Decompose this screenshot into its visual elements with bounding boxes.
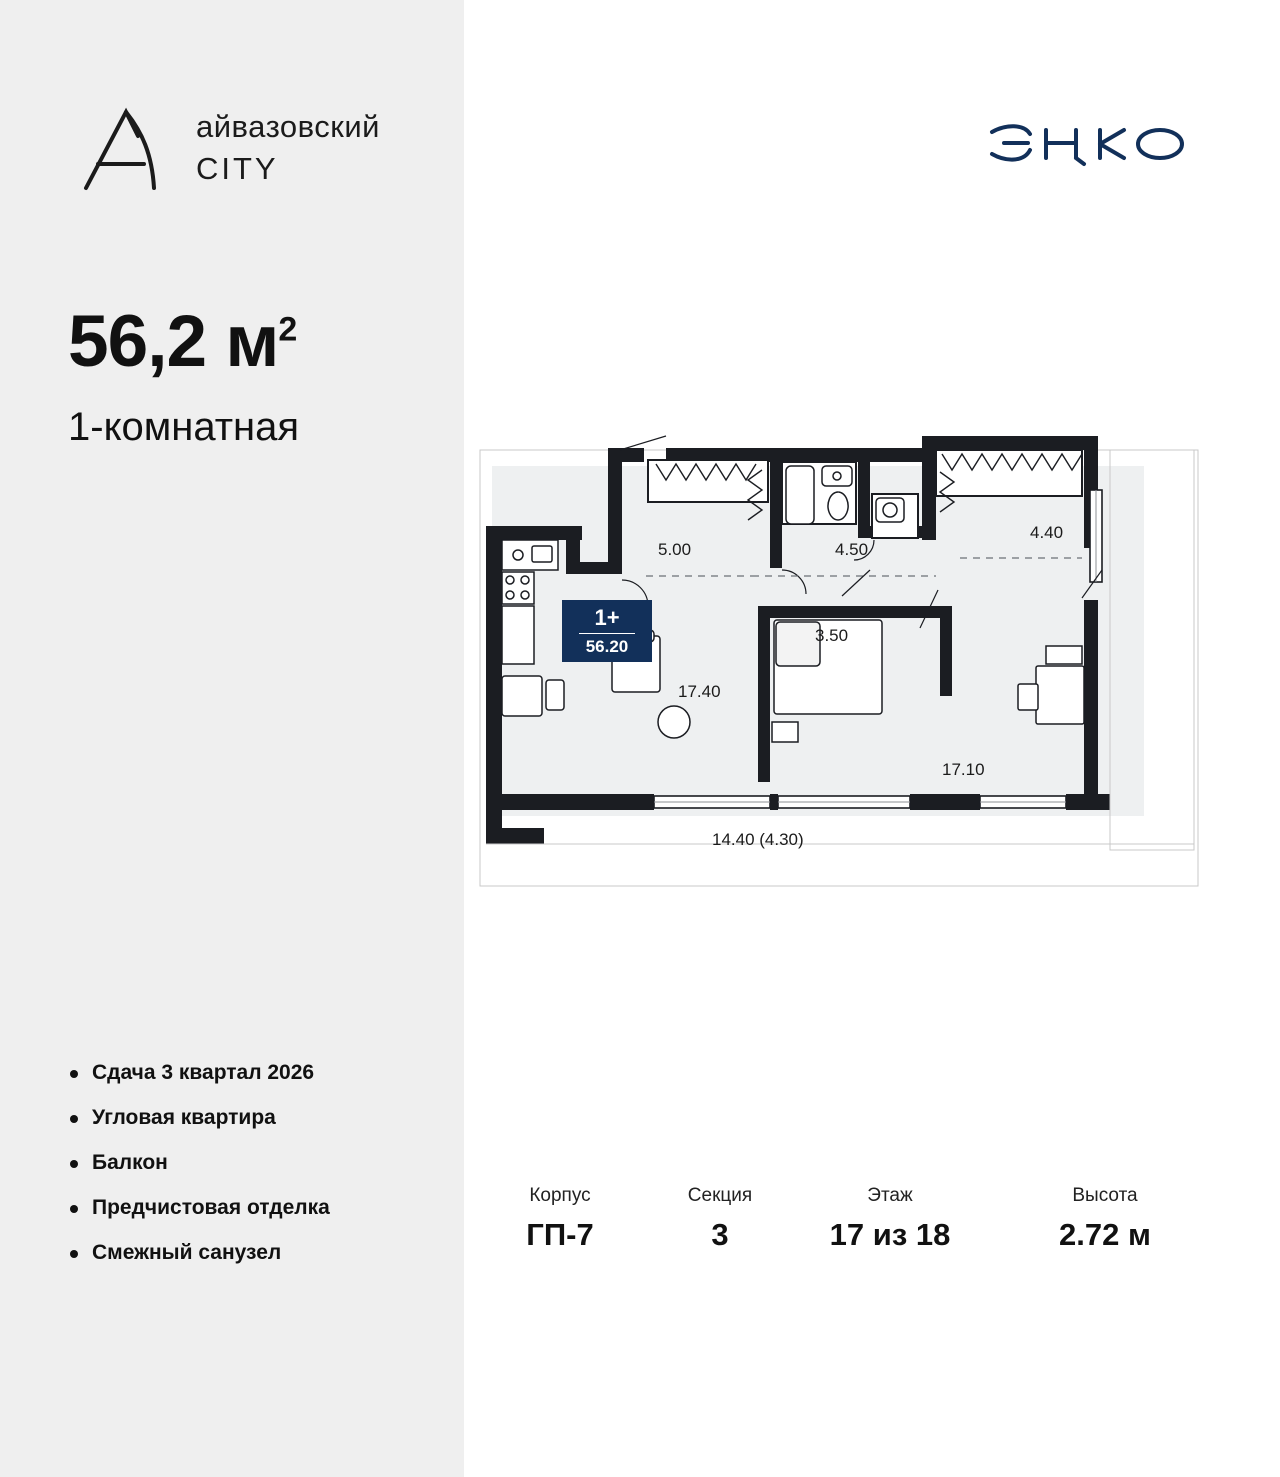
feature-label: Смежный санузел [92,1241,282,1264]
list-item [70,1105,440,1131]
list-item [70,1195,440,1221]
feature-label: Сдача 3 квартал 2026 [92,1061,315,1084]
list-item [70,1240,440,1266]
spec-height [1000,1185,1210,1253]
spec-value: 3 [711,1217,729,1252]
rooms-subtitle: 1-комнатная [68,405,300,449]
sidebar [0,0,464,1477]
enko-logo-icon [984,120,1194,170]
room-label-terrace: 14.40 (4.30) [712,830,804,849]
spec-value: ГП-7 [526,1217,594,1252]
badge-divider [579,633,635,634]
logo[interactable] [68,96,398,206]
room-label-kitchen-living: 17.40 [678,682,721,701]
spec-floor [795,1185,985,1253]
badge-area: 56.20 [585,636,629,656]
a-monogram-icon [68,96,188,206]
badge-type: 1+ [594,604,620,630]
bullet-icon [70,1070,78,1078]
logo-line-2: CITY [196,151,279,186]
area-unit-exponent: 2 [278,310,297,349]
spec-building [470,1185,650,1253]
feature-label: Балкон [92,1151,168,1174]
bullet-icon [70,1250,78,1258]
specs-row [470,1185,1210,1295]
room-label-hall: 5.00 [658,540,692,559]
spec-value: 2.72 м [1059,1217,1151,1252]
feature-label: Угловая квартира [92,1106,276,1129]
page-title-area [68,300,296,383]
room-label-corridor: 3.50 [815,626,849,645]
bullet-icon [70,1160,78,1168]
area-value: 56,2 м [68,301,279,382]
spec-key: Высота [1072,1185,1138,1206]
spec-section [655,1185,785,1253]
brand-logo[interactable] [984,120,1194,170]
spec-key: Этаж [867,1185,913,1206]
features-list [70,1060,440,1285]
bullet-icon [70,1115,78,1123]
logo-text [196,106,380,190]
spec-value: 17 из 18 [829,1217,951,1252]
floor-plan[interactable] [470,430,1210,910]
room-label-bathroom: 4.50 [835,540,869,559]
list-item [70,1060,440,1086]
room-label-balcony-right: 4.40 [1030,523,1064,542]
bullet-icon [70,1205,78,1213]
room-label-bedroom: 17.10 [942,760,985,779]
status-badge [562,600,652,662]
spec-key: Секция [687,1185,753,1206]
logo-line-1: айвазовский [196,109,380,144]
feature-label: Предчистовая отделка [92,1196,330,1219]
list-item [70,1150,440,1176]
floor-plan-drawing [470,430,1210,910]
spec-key: Корпус [529,1185,591,1206]
